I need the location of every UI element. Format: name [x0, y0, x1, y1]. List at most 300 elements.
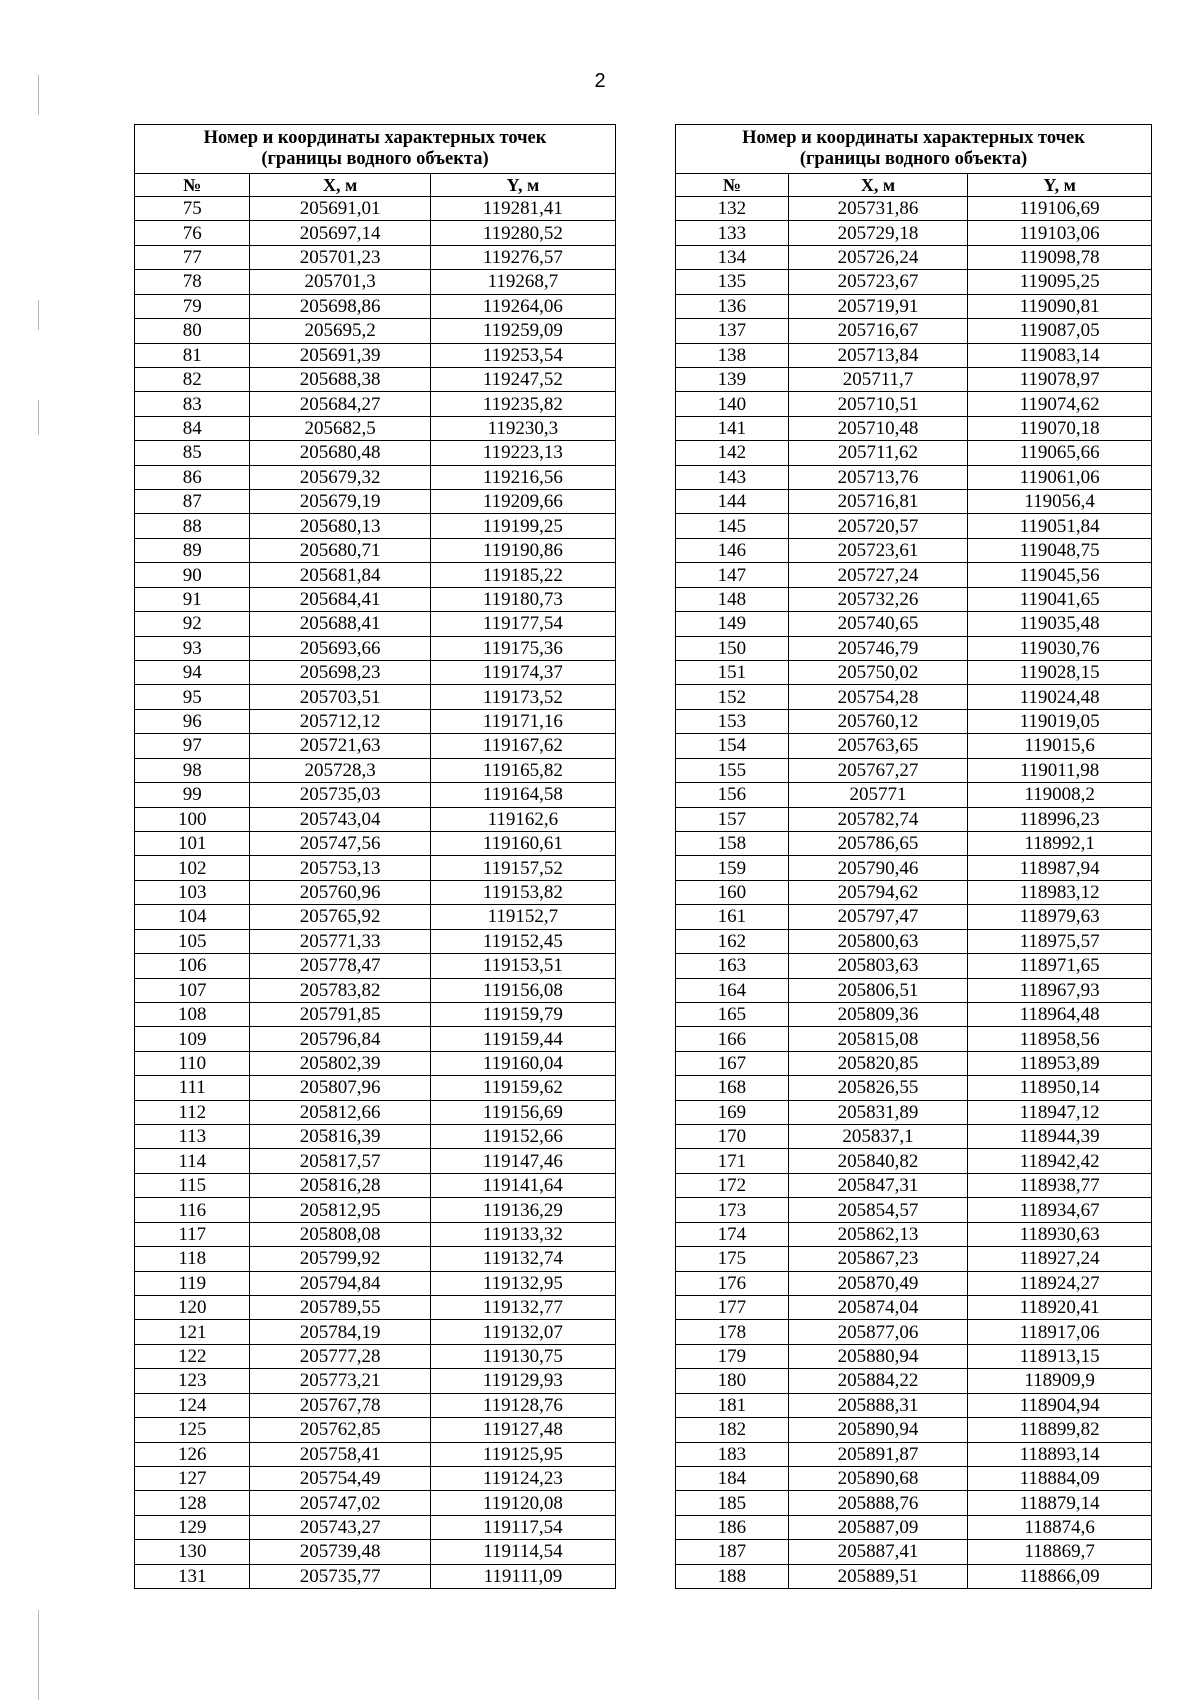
table-row: [135, 1198, 616, 1222]
table-row: [135, 1393, 616, 1417]
y-coordinate-cell: 118917,06: [968, 1320, 1152, 1344]
y-coordinate-cell: 119171,16: [430, 709, 615, 733]
point-number-cell: 184: [676, 1466, 789, 1490]
y-coordinate-cell: 119162,6: [430, 807, 615, 831]
point-number-cell: 164: [676, 978, 789, 1002]
x-coordinate-cell: 205746,79: [788, 636, 967, 660]
point-number-cell: 135: [676, 270, 789, 294]
x-coordinate-cell: 205723,67: [788, 270, 967, 294]
point-number-cell: 157: [676, 807, 789, 831]
table-row: [676, 1027, 1152, 1051]
point-number-cell: 123: [135, 1369, 250, 1393]
point-number-cell: 182: [676, 1418, 789, 1442]
x-coordinate-cell: 205784,19: [250, 1320, 430, 1344]
table-row: [676, 880, 1152, 904]
y-coordinate-cell: 118944,39: [968, 1125, 1152, 1149]
y-coordinate-cell: 119157,52: [430, 856, 615, 880]
x-coordinate-cell: 205740,65: [788, 612, 967, 636]
y-coordinate-cell: 119280,52: [430, 221, 615, 245]
x-coordinate-cell: 205716,67: [788, 319, 967, 343]
point-number-cell: 105: [135, 929, 250, 953]
x-coordinate-cell: 205782,74: [788, 807, 967, 831]
y-coordinate-cell: 118964,48: [968, 1002, 1152, 1026]
y-coordinate-cell: 119120,08: [430, 1491, 615, 1515]
point-number-cell: 151: [676, 661, 789, 685]
x-coordinate-cell: 205837,1: [788, 1125, 967, 1149]
table-row: [676, 1002, 1152, 1026]
y-coordinate-cell: 119019,05: [968, 709, 1152, 733]
point-number-cell: 121: [135, 1320, 250, 1344]
table-row: [676, 978, 1152, 1002]
x-coordinate-cell: 205765,92: [250, 905, 430, 929]
point-number-cell: 159: [676, 856, 789, 880]
x-coordinate-cell: 205778,47: [250, 954, 430, 978]
x-coordinate-cell: 205693,66: [250, 636, 430, 660]
y-coordinate-cell: 119159,79: [430, 1002, 615, 1026]
point-number-cell: 130: [135, 1540, 250, 1564]
table-row: [135, 319, 616, 343]
table-row: [676, 1393, 1152, 1417]
table-row: [135, 1344, 616, 1368]
point-number-cell: 167: [676, 1051, 789, 1075]
point-number-cell: 149: [676, 612, 789, 636]
x-coordinate-cell: 205739,48: [250, 1540, 430, 1564]
y-coordinate-cell: 119268,7: [430, 270, 615, 294]
table-row: [135, 612, 616, 636]
y-coordinate-cell: 119048,75: [968, 538, 1152, 562]
y-coordinate-cell: 119136,29: [430, 1198, 615, 1222]
point-number-cell: 104: [135, 905, 250, 929]
point-number-cell: 93: [135, 636, 250, 660]
x-coordinate-cell: 205797,47: [788, 905, 967, 929]
x-coordinate-cell: 205712,12: [250, 709, 430, 733]
x-coordinate-cell: 205815,08: [788, 1027, 967, 1051]
y-coordinate-cell: 119070,18: [968, 416, 1152, 440]
y-coordinate-cell: 119129,93: [430, 1369, 615, 1393]
point-number-cell: 179: [676, 1344, 789, 1368]
x-coordinate-cell: 205807,96: [250, 1076, 430, 1100]
y-coordinate-cell: 118930,63: [968, 1222, 1152, 1246]
y-coordinate-cell: 118924,27: [968, 1271, 1152, 1295]
x-coordinate-cell: 205803,63: [788, 954, 967, 978]
y-coordinate-cell: 118920,41: [968, 1295, 1152, 1319]
y-coordinate-cell: 119035,48: [968, 612, 1152, 636]
x-coordinate-cell: 205731,86: [788, 197, 967, 221]
column-header-x: X, м: [788, 174, 967, 197]
y-coordinate-cell: 118866,09: [968, 1564, 1152, 1588]
point-number-cell: 100: [135, 807, 250, 831]
table-row: [676, 514, 1152, 538]
y-coordinate-cell: 119061,06: [968, 465, 1152, 489]
table-row: [135, 270, 616, 294]
y-coordinate-cell: 119030,76: [968, 636, 1152, 660]
point-number-cell: 84: [135, 416, 250, 440]
x-coordinate-cell: 205854,57: [788, 1198, 967, 1222]
table-row: [676, 856, 1152, 880]
y-coordinate-cell: 119124,23: [430, 1466, 615, 1490]
coordinates-table-right: [675, 124, 1152, 1589]
point-number-cell: 91: [135, 587, 250, 611]
x-coordinate-cell: 205771,33: [250, 929, 430, 953]
point-number-cell: 83: [135, 392, 250, 416]
table-row: [676, 490, 1152, 514]
y-coordinate-cell: 119173,52: [430, 685, 615, 709]
y-coordinate-cell: 119160,04: [430, 1051, 615, 1075]
x-coordinate-cell: 205719,91: [788, 294, 967, 318]
x-coordinate-cell: 205870,49: [788, 1271, 967, 1295]
column-header-x: X, м: [250, 174, 430, 197]
x-coordinate-cell: 205697,14: [250, 221, 430, 245]
table-row: [135, 490, 616, 514]
y-coordinate-cell: 119011,98: [968, 758, 1152, 782]
point-number-cell: 156: [676, 783, 789, 807]
table-row: [676, 783, 1152, 807]
table-row: [135, 197, 616, 221]
point-number-cell: 169: [676, 1100, 789, 1124]
x-coordinate-cell: 205754,49: [250, 1466, 430, 1490]
x-coordinate-cell: 205754,28: [788, 685, 967, 709]
x-coordinate-cell: 205735,03: [250, 783, 430, 807]
point-number-cell: 128: [135, 1491, 250, 1515]
point-number-cell: 187: [676, 1540, 789, 1564]
table-row: [676, 929, 1152, 953]
point-number-cell: 80: [135, 319, 250, 343]
point-number-cell: 171: [676, 1149, 789, 1173]
table-row: [135, 441, 616, 465]
y-coordinate-cell: 118950,14: [968, 1076, 1152, 1100]
table-row: [676, 1051, 1152, 1075]
point-number-cell: 111: [135, 1076, 250, 1100]
y-coordinate-cell: 119041,65: [968, 587, 1152, 611]
point-number-cell: 136: [676, 294, 789, 318]
y-coordinate-cell: 119152,66: [430, 1125, 615, 1149]
point-number-cell: 168: [676, 1076, 789, 1100]
table-row: [676, 1442, 1152, 1466]
point-number-cell: 97: [135, 734, 250, 758]
table-row: [135, 1515, 616, 1539]
table-row: [676, 709, 1152, 733]
point-number-cell: 125: [135, 1418, 250, 1442]
point-number-cell: 87: [135, 490, 250, 514]
point-number-cell: 163: [676, 954, 789, 978]
table-row: [676, 319, 1152, 343]
y-coordinate-cell: 119130,75: [430, 1344, 615, 1368]
point-number-cell: 106: [135, 954, 250, 978]
table-row: [676, 367, 1152, 391]
point-number-cell: 133: [676, 221, 789, 245]
point-number-cell: 96: [135, 709, 250, 733]
table-row: [135, 807, 616, 831]
x-coordinate-cell: 205816,28: [250, 1173, 430, 1197]
point-number-cell: 132: [676, 197, 789, 221]
scan-edge-mark: [38, 1610, 39, 1700]
x-coordinate-cell: 205812,95: [250, 1198, 430, 1222]
x-coordinate-cell: 205728,3: [250, 758, 430, 782]
point-number-cell: 76: [135, 221, 250, 245]
point-number-cell: 160: [676, 880, 789, 904]
table-row: [676, 197, 1152, 221]
table-row: [135, 1442, 616, 1466]
scan-edge-mark: [38, 75, 39, 115]
table-row: [135, 1149, 616, 1173]
point-number-cell: 145: [676, 514, 789, 538]
y-coordinate-cell: 119223,13: [430, 441, 615, 465]
y-coordinate-cell: 119230,3: [430, 416, 615, 440]
x-coordinate-cell: 205760,12: [788, 709, 967, 733]
x-coordinate-cell: 205877,06: [788, 1320, 967, 1344]
table-row: [676, 1295, 1152, 1319]
page-number: 2: [594, 70, 606, 92]
table-row: [135, 416, 616, 440]
x-coordinate-cell: 205750,02: [788, 661, 967, 685]
y-coordinate-cell: 119190,86: [430, 538, 615, 562]
y-coordinate-cell: 119152,7: [430, 905, 615, 929]
y-coordinate-cell: 119132,07: [430, 1320, 615, 1344]
x-coordinate-cell: 205800,63: [788, 929, 967, 953]
table-row: [135, 1222, 616, 1246]
x-coordinate-cell: 205817,57: [250, 1149, 430, 1173]
table-row: [676, 1369, 1152, 1393]
y-coordinate-cell: 119127,48: [430, 1418, 615, 1442]
table-body: [135, 197, 616, 1589]
table-row: [135, 1076, 616, 1100]
table-row: [135, 636, 616, 660]
point-number-cell: 75: [135, 197, 250, 221]
y-coordinate-cell: 118958,56: [968, 1027, 1152, 1051]
table-row: [135, 1369, 616, 1393]
table-row: [135, 392, 616, 416]
table-row: [676, 221, 1152, 245]
table-row: [676, 1344, 1152, 1368]
point-number-cell: 88: [135, 514, 250, 538]
table-row: [676, 1076, 1152, 1100]
y-coordinate-cell: 119259,09: [430, 319, 615, 343]
y-coordinate-cell: 118927,24: [968, 1247, 1152, 1271]
point-number-cell: 78: [135, 270, 250, 294]
x-coordinate-cell: 205720,57: [788, 514, 967, 538]
x-coordinate-cell: 205794,62: [788, 880, 967, 904]
table-row: [135, 734, 616, 758]
y-coordinate-cell: 118874,6: [968, 1515, 1152, 1539]
x-coordinate-cell: 205698,86: [250, 294, 430, 318]
x-coordinate-cell: 205791,85: [250, 1002, 430, 1026]
point-number-cell: 77: [135, 245, 250, 269]
x-coordinate-cell: 205732,26: [788, 587, 967, 611]
x-coordinate-cell: 205888,31: [788, 1393, 967, 1417]
x-coordinate-cell: 205747,56: [250, 831, 430, 855]
table-row: [676, 294, 1152, 318]
table-row: [135, 1125, 616, 1149]
point-number-cell: 161: [676, 905, 789, 929]
table-row: [135, 1320, 616, 1344]
point-number-cell: 101: [135, 831, 250, 855]
x-coordinate-cell: 205713,76: [788, 465, 967, 489]
table-row: [135, 929, 616, 953]
x-coordinate-cell: 205735,77: [250, 1564, 430, 1588]
caption-line-2: (границы водного объекта): [261, 149, 489, 169]
y-coordinate-cell: 119015,6: [968, 734, 1152, 758]
point-number-cell: 131: [135, 1564, 250, 1588]
table-row: [135, 563, 616, 587]
y-coordinate-cell: 119152,45: [430, 929, 615, 953]
column-header-y: Y, м: [430, 174, 615, 197]
table-row: [676, 1271, 1152, 1295]
x-coordinate-cell: 205783,82: [250, 978, 430, 1002]
y-coordinate-cell: 119074,62: [968, 392, 1152, 416]
x-coordinate-cell: 205789,55: [250, 1295, 430, 1319]
x-coordinate-cell: 205831,89: [788, 1100, 967, 1124]
x-coordinate-cell: 205701,3: [250, 270, 430, 294]
table-row: [676, 587, 1152, 611]
y-coordinate-cell: 119083,14: [968, 343, 1152, 367]
x-coordinate-cell: 205713,84: [788, 343, 967, 367]
table-row: [135, 587, 616, 611]
point-number-cell: 144: [676, 490, 789, 514]
table-row: [676, 685, 1152, 709]
table-row: [676, 954, 1152, 978]
table-row: [135, 1466, 616, 1490]
table-row: [135, 1100, 616, 1124]
point-number-cell: 153: [676, 709, 789, 733]
y-coordinate-cell: 119180,73: [430, 587, 615, 611]
table-caption: [676, 125, 1152, 174]
point-number-cell: 107: [135, 978, 250, 1002]
y-coordinate-cell: 118913,15: [968, 1344, 1152, 1368]
y-coordinate-cell: 119147,46: [430, 1149, 615, 1173]
y-coordinate-cell: 119132,77: [430, 1295, 615, 1319]
y-coordinate-cell: 119156,69: [430, 1100, 615, 1124]
point-number-cell: 102: [135, 856, 250, 880]
point-number-cell: 92: [135, 612, 250, 636]
y-coordinate-cell: 119199,25: [430, 514, 615, 538]
y-coordinate-cell: 119156,08: [430, 978, 615, 1002]
point-number-cell: 86: [135, 465, 250, 489]
table-row: [676, 270, 1152, 294]
point-number-cell: 113: [135, 1125, 250, 1149]
x-coordinate-cell: 205887,41: [788, 1540, 967, 1564]
y-coordinate-cell: 119175,36: [430, 636, 615, 660]
point-number-cell: 126: [135, 1442, 250, 1466]
y-coordinate-cell: 119128,76: [430, 1393, 615, 1417]
table-row: [676, 758, 1152, 782]
y-coordinate-cell: 119141,64: [430, 1173, 615, 1197]
point-number-cell: 94: [135, 661, 250, 685]
x-coordinate-cell: 205862,13: [788, 1222, 967, 1246]
y-coordinate-cell: 119153,51: [430, 954, 615, 978]
point-number-cell: 139: [676, 367, 789, 391]
table-row: [676, 245, 1152, 269]
x-coordinate-cell: 205773,21: [250, 1369, 430, 1393]
table-row: [676, 661, 1152, 685]
table-caption: [135, 125, 616, 174]
x-coordinate-cell: 205790,46: [788, 856, 967, 880]
x-coordinate-cell: 205762,85: [250, 1418, 430, 1442]
table-row: [676, 1125, 1152, 1149]
x-coordinate-cell: 205691,01: [250, 197, 430, 221]
x-coordinate-cell: 205688,38: [250, 367, 430, 391]
y-coordinate-cell: 119247,52: [430, 367, 615, 391]
x-coordinate-cell: 205786,65: [788, 831, 967, 855]
y-coordinate-cell: 119167,62: [430, 734, 615, 758]
x-coordinate-cell: 205777,28: [250, 1344, 430, 1368]
y-coordinate-cell: 118967,93: [968, 978, 1152, 1002]
y-coordinate-cell: 119008,2: [968, 783, 1152, 807]
point-number-cell: 140: [676, 392, 789, 416]
y-coordinate-cell: 119117,54: [430, 1515, 615, 1539]
x-coordinate-cell: 205703,51: [250, 685, 430, 709]
x-coordinate-cell: 205884,22: [788, 1369, 967, 1393]
table-row: [135, 783, 616, 807]
y-coordinate-cell: 119065,66: [968, 441, 1152, 465]
y-coordinate-cell: 119133,32: [430, 1222, 615, 1246]
point-number-cell: 150: [676, 636, 789, 660]
y-coordinate-cell: 119177,54: [430, 612, 615, 636]
y-coordinate-cell: 119253,54: [430, 343, 615, 367]
x-coordinate-cell: 205679,19: [250, 490, 430, 514]
point-number-cell: 79: [135, 294, 250, 318]
point-number-cell: 82: [135, 367, 250, 391]
table-body: [676, 197, 1152, 1589]
scan-edge-mark: [38, 300, 39, 330]
y-coordinate-cell: 119153,82: [430, 880, 615, 904]
table-row: [676, 1149, 1152, 1173]
y-coordinate-cell: 118996,23: [968, 807, 1152, 831]
y-coordinate-cell: 119164,58: [430, 783, 615, 807]
y-coordinate-cell: 119111,09: [430, 1564, 615, 1588]
y-coordinate-cell: 119132,74: [430, 1247, 615, 1271]
y-coordinate-cell: 118953,89: [968, 1051, 1152, 1075]
table-row: [135, 856, 616, 880]
x-coordinate-cell: 205889,51: [788, 1564, 967, 1588]
y-coordinate-cell: 119276,57: [430, 245, 615, 269]
x-coordinate-cell: 205710,48: [788, 416, 967, 440]
point-number-cell: 176: [676, 1271, 789, 1295]
point-number-cell: 114: [135, 1149, 250, 1173]
point-number-cell: 116: [135, 1198, 250, 1222]
table-row: [676, 1173, 1152, 1197]
point-number-cell: 124: [135, 1393, 250, 1417]
x-coordinate-cell: 205880,94: [788, 1344, 967, 1368]
table-row: [676, 392, 1152, 416]
y-coordinate-cell: 118971,65: [968, 954, 1152, 978]
y-coordinate-cell: 119132,95: [430, 1271, 615, 1295]
y-coordinate-cell: 118879,14: [968, 1491, 1152, 1515]
column-header-y: Y, м: [968, 174, 1152, 197]
x-coordinate-cell: 205806,51: [788, 978, 967, 1002]
point-number-cell: 185: [676, 1491, 789, 1515]
point-number-cell: 137: [676, 319, 789, 343]
y-coordinate-cell: 119056,4: [968, 490, 1152, 514]
x-coordinate-cell: 205809,36: [788, 1002, 967, 1026]
y-coordinate-cell: 119165,82: [430, 758, 615, 782]
point-number-cell: 177: [676, 1295, 789, 1319]
table-row: [135, 905, 616, 929]
table-row: [135, 1540, 616, 1564]
x-coordinate-cell: 205767,78: [250, 1393, 430, 1417]
table-row: [135, 221, 616, 245]
column-header-row: [135, 174, 616, 197]
point-number-cell: 138: [676, 343, 789, 367]
table-row: [135, 1027, 616, 1051]
table-row: [676, 1222, 1152, 1246]
point-number-cell: 99: [135, 783, 250, 807]
y-coordinate-cell: 118869,7: [968, 1540, 1152, 1564]
x-coordinate-cell: 205711,62: [788, 441, 967, 465]
column-header-row: [676, 174, 1152, 197]
x-coordinate-cell: 205887,09: [788, 1515, 967, 1539]
point-number-cell: 115: [135, 1173, 250, 1197]
x-coordinate-cell: 205840,82: [788, 1149, 967, 1173]
